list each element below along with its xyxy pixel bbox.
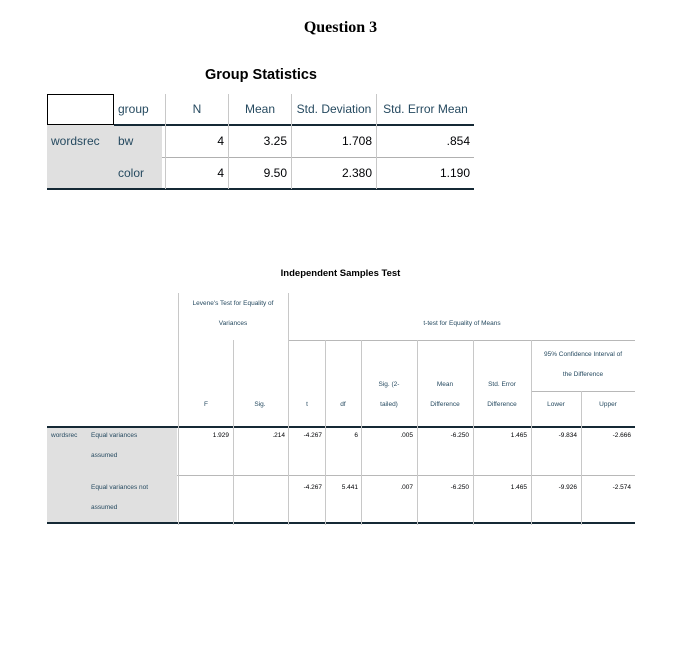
column-divider [361, 340, 362, 525]
column-divider [228, 94, 229, 189]
cell-mean: 3.25 [263, 134, 287, 148]
cell-std-deviation: 2.380 [341, 166, 372, 180]
row-label: Equal variances not [91, 484, 149, 491]
cell-f: 1.929 [212, 432, 229, 439]
column-divider [531, 340, 532, 525]
header-group: group [118, 102, 149, 116]
ci-header-cont: the Difference [562, 371, 604, 378]
group-statistics-table [47, 94, 474, 189]
cell-t: -4.267 [303, 432, 322, 439]
header-rule [114, 124, 474, 126]
group-divider [531, 391, 635, 392]
cell-df: 5.441 [341, 484, 358, 491]
ttest-header: t-test for Equality of Means [423, 320, 501, 327]
cell-n: 4 [217, 166, 224, 180]
col-std-error-difference-cont: Difference [487, 401, 517, 408]
row-label-cont: assumed [91, 452, 118, 459]
row-label: Equal variances [91, 432, 138, 439]
independent-samples-test-title: Independent Samples Test [280, 268, 401, 279]
table-bottom-rule [47, 188, 474, 190]
header-rule [47, 426, 635, 428]
corner-cell [47, 94, 114, 125]
cell-upper: -2.666 [612, 432, 631, 439]
col-sig-2-tailed: Sig. (2- [378, 381, 400, 388]
column-divider [233, 340, 234, 525]
header-n: N [192, 102, 202, 116]
cell-std-error-difference: 1.465 [510, 484, 527, 491]
column-divider [581, 391, 582, 525]
cell-df: 6 [354, 432, 358, 439]
column-divider [473, 340, 474, 525]
cell-mean-difference: -6.250 [450, 432, 469, 439]
cell-mean-difference: -6.250 [450, 484, 469, 491]
column-divider [288, 293, 289, 525]
col-sig-2-tailed-cont: tailed) [380, 401, 398, 408]
col-f: F [204, 401, 208, 408]
row-divider [177, 475, 635, 476]
col-mean-difference-cont: Difference [430, 401, 460, 408]
levene-header: Levene's Test for Equality of [192, 300, 274, 307]
group-statistics-title: Group Statistics [205, 67, 317, 83]
column-divider [325, 340, 326, 525]
cell-lower: -9.926 [558, 484, 577, 491]
header-mean: Mean [244, 102, 276, 116]
independent-samples-test-table [47, 293, 635, 525]
cell-std-error-difference: 1.465 [510, 432, 527, 439]
cell-std-deviation: 1.708 [341, 134, 372, 148]
col-lower: Lower [547, 401, 565, 408]
cell-sig-2-tailed: .007 [400, 484, 413, 491]
group-divider [289, 340, 635, 341]
cell-t: -4.267 [303, 484, 322, 491]
row-group-label: color [118, 166, 145, 180]
col-t: t [306, 401, 308, 408]
table-bottom-rule [47, 522, 635, 524]
column-divider [165, 94, 166, 189]
ci-header: 95% Confidence Interval of [543, 351, 623, 358]
page-title: Question 3 [303, 19, 378, 36]
cell-mean: 9.50 [263, 166, 287, 180]
variable-label: wordsrec [51, 134, 100, 148]
cell-sig-2-tailed: .005 [400, 432, 413, 439]
col-std-error-difference: Std. Error [488, 381, 516, 388]
column-divider [178, 293, 179, 525]
cell-sig: .214 [272, 432, 285, 439]
header-std-error-mean: Std. Error Mean [383, 102, 468, 116]
column-divider [291, 94, 292, 189]
col-sig: Sig. [254, 401, 266, 408]
row-label-cont: assumed [91, 504, 118, 511]
cell-std-error-mean: 1.190 [439, 166, 470, 180]
cell-upper: -2.574 [612, 484, 631, 491]
row-group-label: bw [118, 134, 134, 148]
levene-header-cont: Variances [218, 320, 248, 327]
row-divider [162, 157, 474, 158]
column-divider [417, 340, 418, 525]
col-mean-difference: Mean [436, 381, 454, 388]
col-df: df [340, 401, 346, 408]
col-upper: Upper [599, 401, 617, 408]
cell-n: 4 [217, 134, 224, 148]
header-std-deviation: Std. Deviation [296, 102, 372, 116]
cell-lower: -9.834 [558, 432, 577, 439]
cell-std-error-mean: .854 [446, 134, 470, 148]
column-divider [376, 94, 377, 189]
variable-label: wordsrec [51, 432, 78, 439]
